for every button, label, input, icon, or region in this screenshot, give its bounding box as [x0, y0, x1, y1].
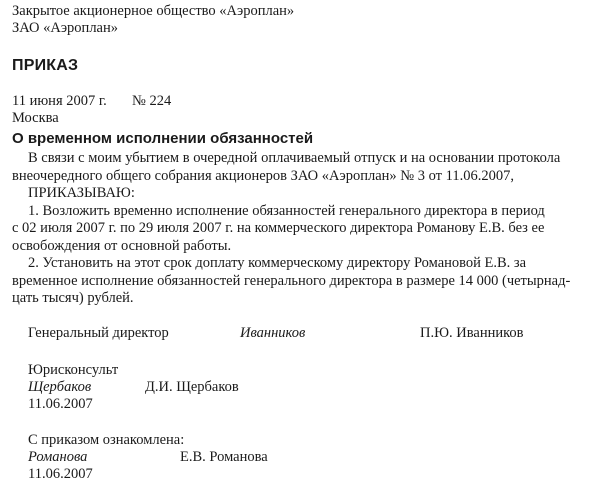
item-2-line: временное исполнение обязанностей генерального директора в размере 14 000 (четырнад- [12, 272, 571, 289]
item-2-line: цать тысяч) рублей. [12, 290, 134, 306]
director-signature: Иванников [240, 325, 306, 341]
lawyer-name: Д.И. Щербаков [145, 379, 239, 395]
item-1-line: с 02 июля 2007 г. по 29 июля 2007 г. на коммерческого директора Романову Е.В. без ее [12, 220, 545, 236]
order-word: ПРИКАЗЫВАЮ: [28, 185, 135, 201]
acknowledged-signature: Романова [28, 449, 88, 465]
order-date: 11 июня 2007 г. [12, 93, 107, 109]
lawyer-signature: Щербаков [28, 379, 92, 395]
company-full-name: Закрытое акционерное общество «Аэроплан» [12, 3, 295, 19]
order-subject: О временном исполнении обязанностей [12, 130, 314, 147]
director-position: Генеральный директор [28, 325, 169, 341]
acknowledged-label: С приказом ознакомлена: [28, 432, 185, 448]
order-title: ПРИКАЗ [12, 57, 79, 74]
acknowledged-name: Е.В. Романова [180, 449, 268, 465]
lawyer-position: Юрисконсульт [28, 362, 119, 378]
item-2-line: 2. Установить на этот срок доплату коммерческому директору Романовой Е.В. за [28, 255, 527, 271]
acknowledged-date: 11.06.2007 [28, 466, 93, 482]
company-short-name: ЗАО «Аэроплан» [12, 20, 118, 36]
order-body [12, 150, 602, 308]
order-city: Москва [12, 110, 59, 126]
item-1-line: освобождения от основной работы. [12, 237, 232, 254]
preamble-line: В связи с моим убытием в очередной оплачиваемый отпуск и на основании протокола [28, 150, 561, 166]
item-1-line: 1. Возложить временно исполнение обязанностей генерального директора в период [28, 202, 545, 219]
preamble-line: внеочередного общего собрания акционеров ЗАО «Аэроплан» № 3 от 11.06.2007, [12, 167, 514, 184]
lawyer-date: 11.06.2007 [28, 396, 93, 412]
director-name: П.Ю. Иванников [420, 325, 524, 341]
order-number: № 224 [132, 93, 172, 109]
